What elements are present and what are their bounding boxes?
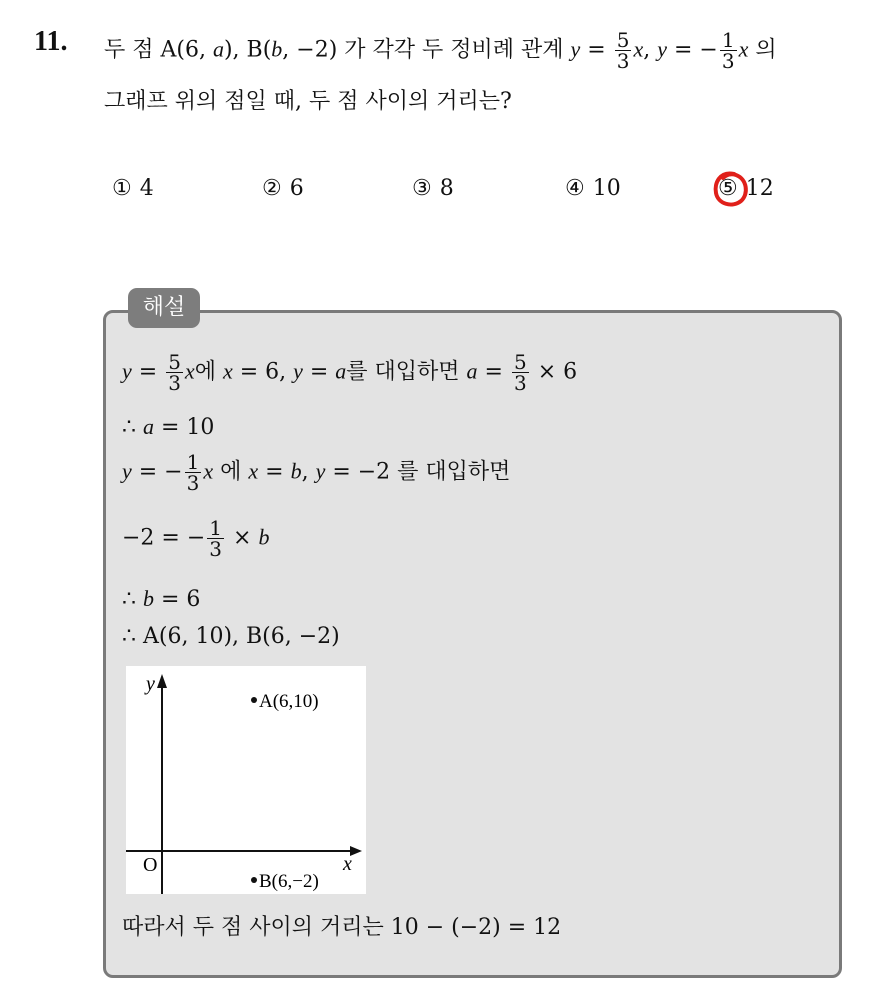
solution-tag: 해설: [128, 288, 200, 328]
solution-conclusion: 따라서 두 점 사이의 거리는 10 − (−2) = 12: [122, 915, 562, 940]
question-line-2: 그래프 위의 점일 때, 두 점 사이의 거리는?: [104, 89, 512, 114]
solution-line-1: y = $\frac{5}{3}$ x에 x = 6, y = a를 대입하면 a = $\frac{5}{3}$ × 6: [122, 350, 578, 395]
solution-line-5: ∴ b = 6: [122, 586, 201, 612]
fraction-five-thirds: $\frac{5}{3}$: [616, 28, 630, 73]
coordinate-graph: [126, 666, 366, 894]
origin-label: O: [143, 854, 158, 876]
solution-line-6: ∴ A(6, 10), B(6, −2): [122, 624, 340, 649]
question-line-1: 두 점 A(6, a), B(b, −2) 가 각각 두 정비례 관계 y = $\frac{5}{3}$ x, y = − $\frac{1}{3}$ x 의: [104, 28, 777, 73]
point-a-label: A(6,10): [259, 691, 319, 712]
y-axis-label: y: [146, 673, 155, 695]
choice-4[interactable]: ④ 10: [565, 176, 621, 201]
x-axis-label: x: [343, 853, 352, 875]
point-a-dot: [251, 697, 257, 703]
y-axis-arrow: [157, 674, 167, 688]
choice-5[interactable]: ⑤ 12: [718, 176, 774, 201]
point-b-label: B(6,−2): [259, 871, 319, 892]
solution-line-2: ∴ a = 10: [122, 414, 215, 440]
choice-1[interactable]: ① 4: [112, 176, 154, 201]
question-number: 11.: [34, 26, 68, 57]
solution-line-3: y = − $\frac{1}{3}$ x 에 x = b, y = −2 를 대입하면: [122, 450, 511, 495]
fraction-one-third: $\frac{1}{3}$: [721, 28, 735, 73]
point-b-dot: [251, 877, 257, 883]
solution-line-4: −2 = − $\frac{1}{3}$ × b: [122, 516, 270, 561]
choice-3[interactable]: ③ 8: [412, 176, 454, 201]
choice-2[interactable]: ② 6: [262, 176, 304, 201]
